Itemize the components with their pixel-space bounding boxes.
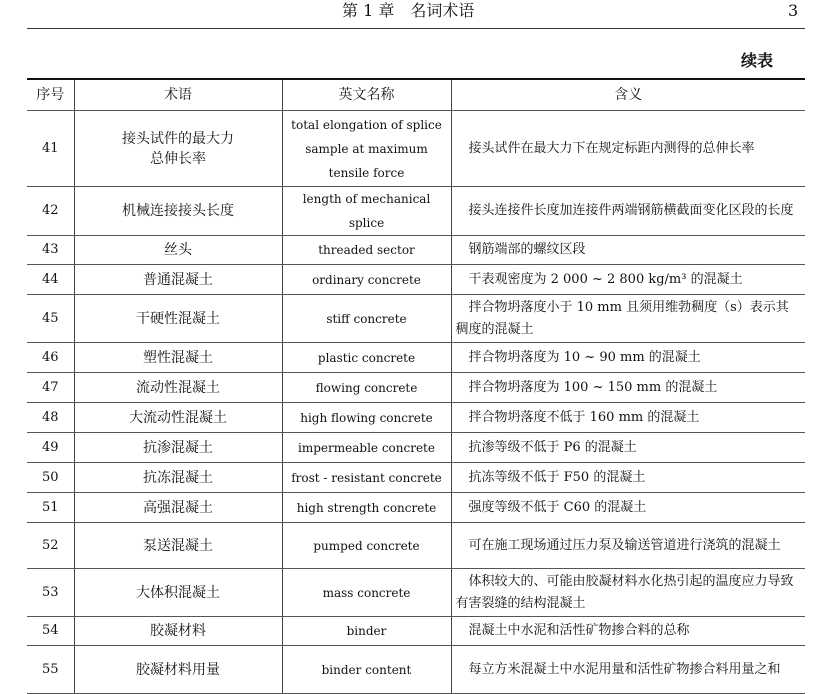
row-number: 42 [27, 187, 74, 236]
row-number: 45 [27, 295, 74, 343]
table-row [27, 433, 805, 463]
definition-cell: 抗冻等级不低于 F50 的混凝土 [451, 463, 805, 493]
page-number: 3 [788, 1, 799, 20]
term-cell: 抗渗混凝土 [74, 433, 282, 463]
table-row [27, 617, 805, 646]
term-cell: 接头试件的最大力 总伸长率 [74, 111, 282, 187]
header-rule [27, 28, 805, 29]
english-cell: plastic concrete [282, 343, 451, 373]
english-cell: binder content [282, 646, 451, 694]
definition-cell: 可在施工现场通过压力泵及输送管道进行浇筑的混凝土 [451, 523, 805, 569]
english-cell: pumped concrete [282, 523, 451, 569]
continued-label: 续表 [741, 51, 774, 70]
column-header-term: 术语 [74, 79, 282, 111]
row-number: 55 [27, 646, 74, 694]
row-number: 43 [27, 236, 74, 265]
term-cell: 泵送混凝土 [74, 523, 282, 569]
running-header [0, 0, 823, 28]
table-row [27, 373, 805, 403]
term-cell: 胶凝材料 [74, 617, 282, 646]
table-row [27, 403, 805, 433]
term-cell: 抗冻混凝土 [74, 463, 282, 493]
row-number: 52 [27, 523, 74, 569]
english-cell: high flowing concrete [282, 403, 451, 433]
english-cell: high strength concrete [282, 493, 451, 523]
term-cell: 普通混凝土 [74, 265, 282, 295]
definition-cell: 接头试件在最大力下在规定标距内测得的总伸长率 [451, 111, 805, 187]
table-row [27, 343, 805, 373]
english-cell: mass concrete [282, 569, 451, 617]
table-row [27, 493, 805, 523]
table-row [27, 646, 805, 694]
definition-cell: 拌合物坍落度为 100 ~ 150 mm 的混凝土 [451, 373, 805, 403]
definition-cell: 每立方米混凝土中水泥用量和活性矿物掺合料用量之和 [451, 646, 805, 694]
terms-table [27, 78, 805, 694]
definition-cell: 拌合物坍落度不低于 160 mm 的混凝土 [451, 403, 805, 433]
row-number: 44 [27, 265, 74, 295]
chapter-title: 第 1 章 名词术语 [342, 1, 475, 20]
english-cell: threaded sector [282, 236, 451, 265]
table-row [27, 463, 805, 493]
term-cell: 机械连接接头长度 [74, 187, 282, 236]
english-cell: frost - resistant concrete [282, 463, 451, 493]
term-cell: 大流动性混凝土 [74, 403, 282, 433]
definition-cell: 拌合物坍落度为 10 ~ 90 mm 的混凝土 [451, 343, 805, 373]
english-cell: flowing concrete [282, 373, 451, 403]
english-cell: length of mechanical splice [282, 187, 451, 236]
definition-cell: 混凝土中水泥和活性矿物掺合料的总称 [451, 617, 805, 646]
column-header-definition: 含义 [451, 79, 805, 111]
row-number: 54 [27, 617, 74, 646]
definition-cell: 钢筋端部的螺纹区段 [451, 236, 805, 265]
row-number: 46 [27, 343, 74, 373]
table-row [27, 187, 805, 236]
row-number: 50 [27, 463, 74, 493]
definition-cell: 干表观密度为 2 000 ~ 2 800 kg/m³ 的混凝土 [451, 265, 805, 295]
definition-cell: 强度等级不低于 C60 的混凝土 [451, 493, 805, 523]
english-cell: binder [282, 617, 451, 646]
definition-cell: 体积较大的、可能由胶凝材料水化热引起的温度应力导致有害裂缝的结构混凝土 [451, 569, 805, 617]
table-row [27, 236, 805, 265]
column-header-english: 英文名称 [282, 79, 451, 111]
english-cell: ordinary concrete [282, 265, 451, 295]
row-number: 53 [27, 569, 74, 617]
term-cell: 胶凝材料用量 [74, 646, 282, 694]
table-row [27, 295, 805, 343]
definition-cell: 抗渗等级不低于 P6 的混凝土 [451, 433, 805, 463]
english-cell: total elongation of splice sample at maximum tensile force [282, 111, 451, 187]
row-number: 51 [27, 493, 74, 523]
table-row [27, 523, 805, 569]
term-cell: 高强混凝土 [74, 493, 282, 523]
table-row [27, 111, 805, 187]
term-cell: 大体积混凝土 [74, 569, 282, 617]
table-row [27, 265, 805, 295]
definition-cell: 接头连接件长度加连接件两端钢筋横截面变化区段的长度 [451, 187, 805, 236]
table-row [27, 569, 805, 617]
table-header-row [27, 79, 805, 111]
term-cell: 干硬性混凝土 [74, 295, 282, 343]
row-number: 41 [27, 111, 74, 187]
term-cell: 丝头 [74, 236, 282, 265]
term-cell: 流动性混凝土 [74, 373, 282, 403]
english-cell: impermeable concrete [282, 433, 451, 463]
term-cell: 塑性混凝土 [74, 343, 282, 373]
row-number: 49 [27, 433, 74, 463]
definition-cell: 拌合物坍落度小于 10 mm 且须用维勃稠度（s）表示其稠度的混凝土 [451, 295, 805, 343]
english-cell: stiff concrete [282, 295, 451, 343]
column-header-no: 序号 [27, 79, 74, 111]
row-number: 48 [27, 403, 74, 433]
row-number: 47 [27, 373, 74, 403]
